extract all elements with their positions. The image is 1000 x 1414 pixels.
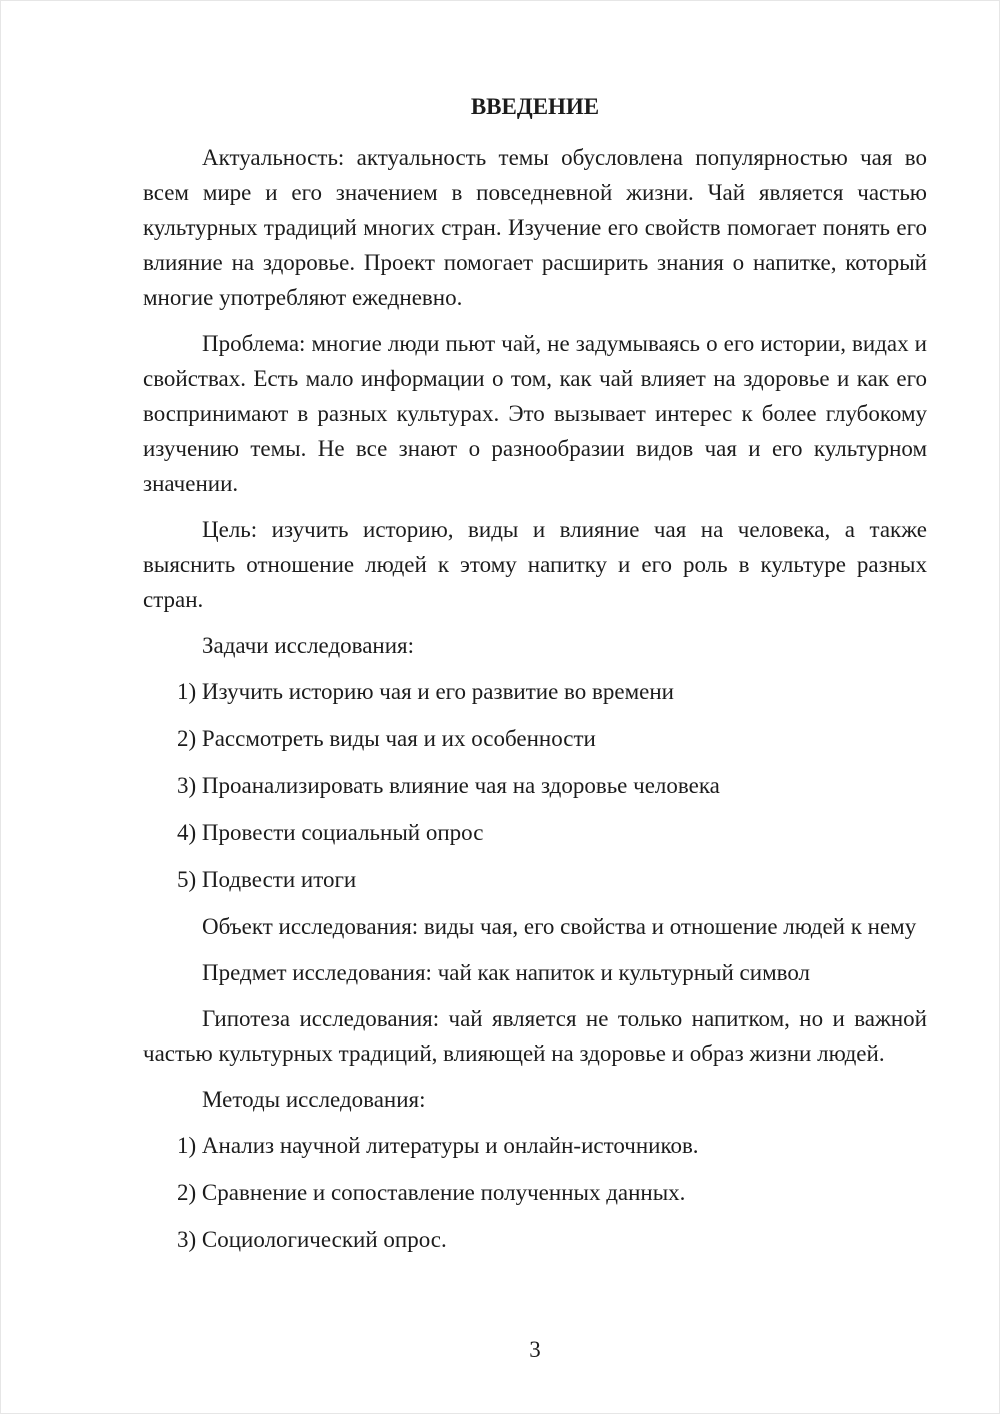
paragraph-object: Объект исследования: виды чая, его свойства и отношение людей к нему <box>202 914 917 939</box>
paragraph-actuality: Актуальность: актуальность темы обусловлена популярностью чая во всем мире и его значением в повседневной жизни. Чай является частью культурных традиций многих стран. Изучение его свойств помогает понять его влияние на здоровье. Проект помогает расширить знания о напитке, который многие употребляют ежедневно. <box>143 145 927 310</box>
paragraph-subject: Предмет исследования: чай как напиток и культурный символ <box>202 960 810 985</box>
paragraph-hypothesis: Гипотеза исследования: чай является не только напитком, но и важной частью культурных традиций, влияющей на здоровье и образ жизни людей. <box>143 1006 927 1066</box>
task-item-3: 3) Проанализировать влияние чая на здоровье человека <box>177 773 720 798</box>
paragraph-goal: Цель: изучить историю, виды и влияние чая на человека, а также выяснить отношение людей к этому напитку и его роль в культуре разных стран. <box>143 517 927 612</box>
task-item-4: 4) Провести социальный опрос <box>177 820 484 845</box>
method-item-2: 2) Сравнение и сопоставление полученных данных. <box>177 1180 686 1205</box>
method-item-1: 1) Анализ научной литературы и онлайн-источников. <box>177 1133 699 1158</box>
tasks-heading: Задачи исследования: <box>202 633 415 658</box>
paragraph-problem: Проблема: многие люди пьют чай, не задумываясь о его истории, видах и свойствах. Есть мало информации о том, как чай влияет на здоровье и как его воспринимают в разных культурах. Это вызывает интерес к более глубокому изучению темы. Не все знают о разнообразии видов чая и его культурном значении. <box>143 331 927 496</box>
page-title: ВВЕДЕНИЕ <box>470 94 600 119</box>
task-item-1: 1) Изучить историю чая и его развитие во времени <box>177 679 674 704</box>
page-number: 3 <box>529 1337 541 1362</box>
methods-heading: Методы исследования: <box>202 1087 426 1112</box>
task-item-2: 2) Рассмотреть виды чая и их особенности <box>177 726 596 751</box>
task-item-5: 5) Подвести итоги <box>177 867 357 892</box>
method-item-3: 3) Социологический опрос. <box>177 1227 447 1252</box>
